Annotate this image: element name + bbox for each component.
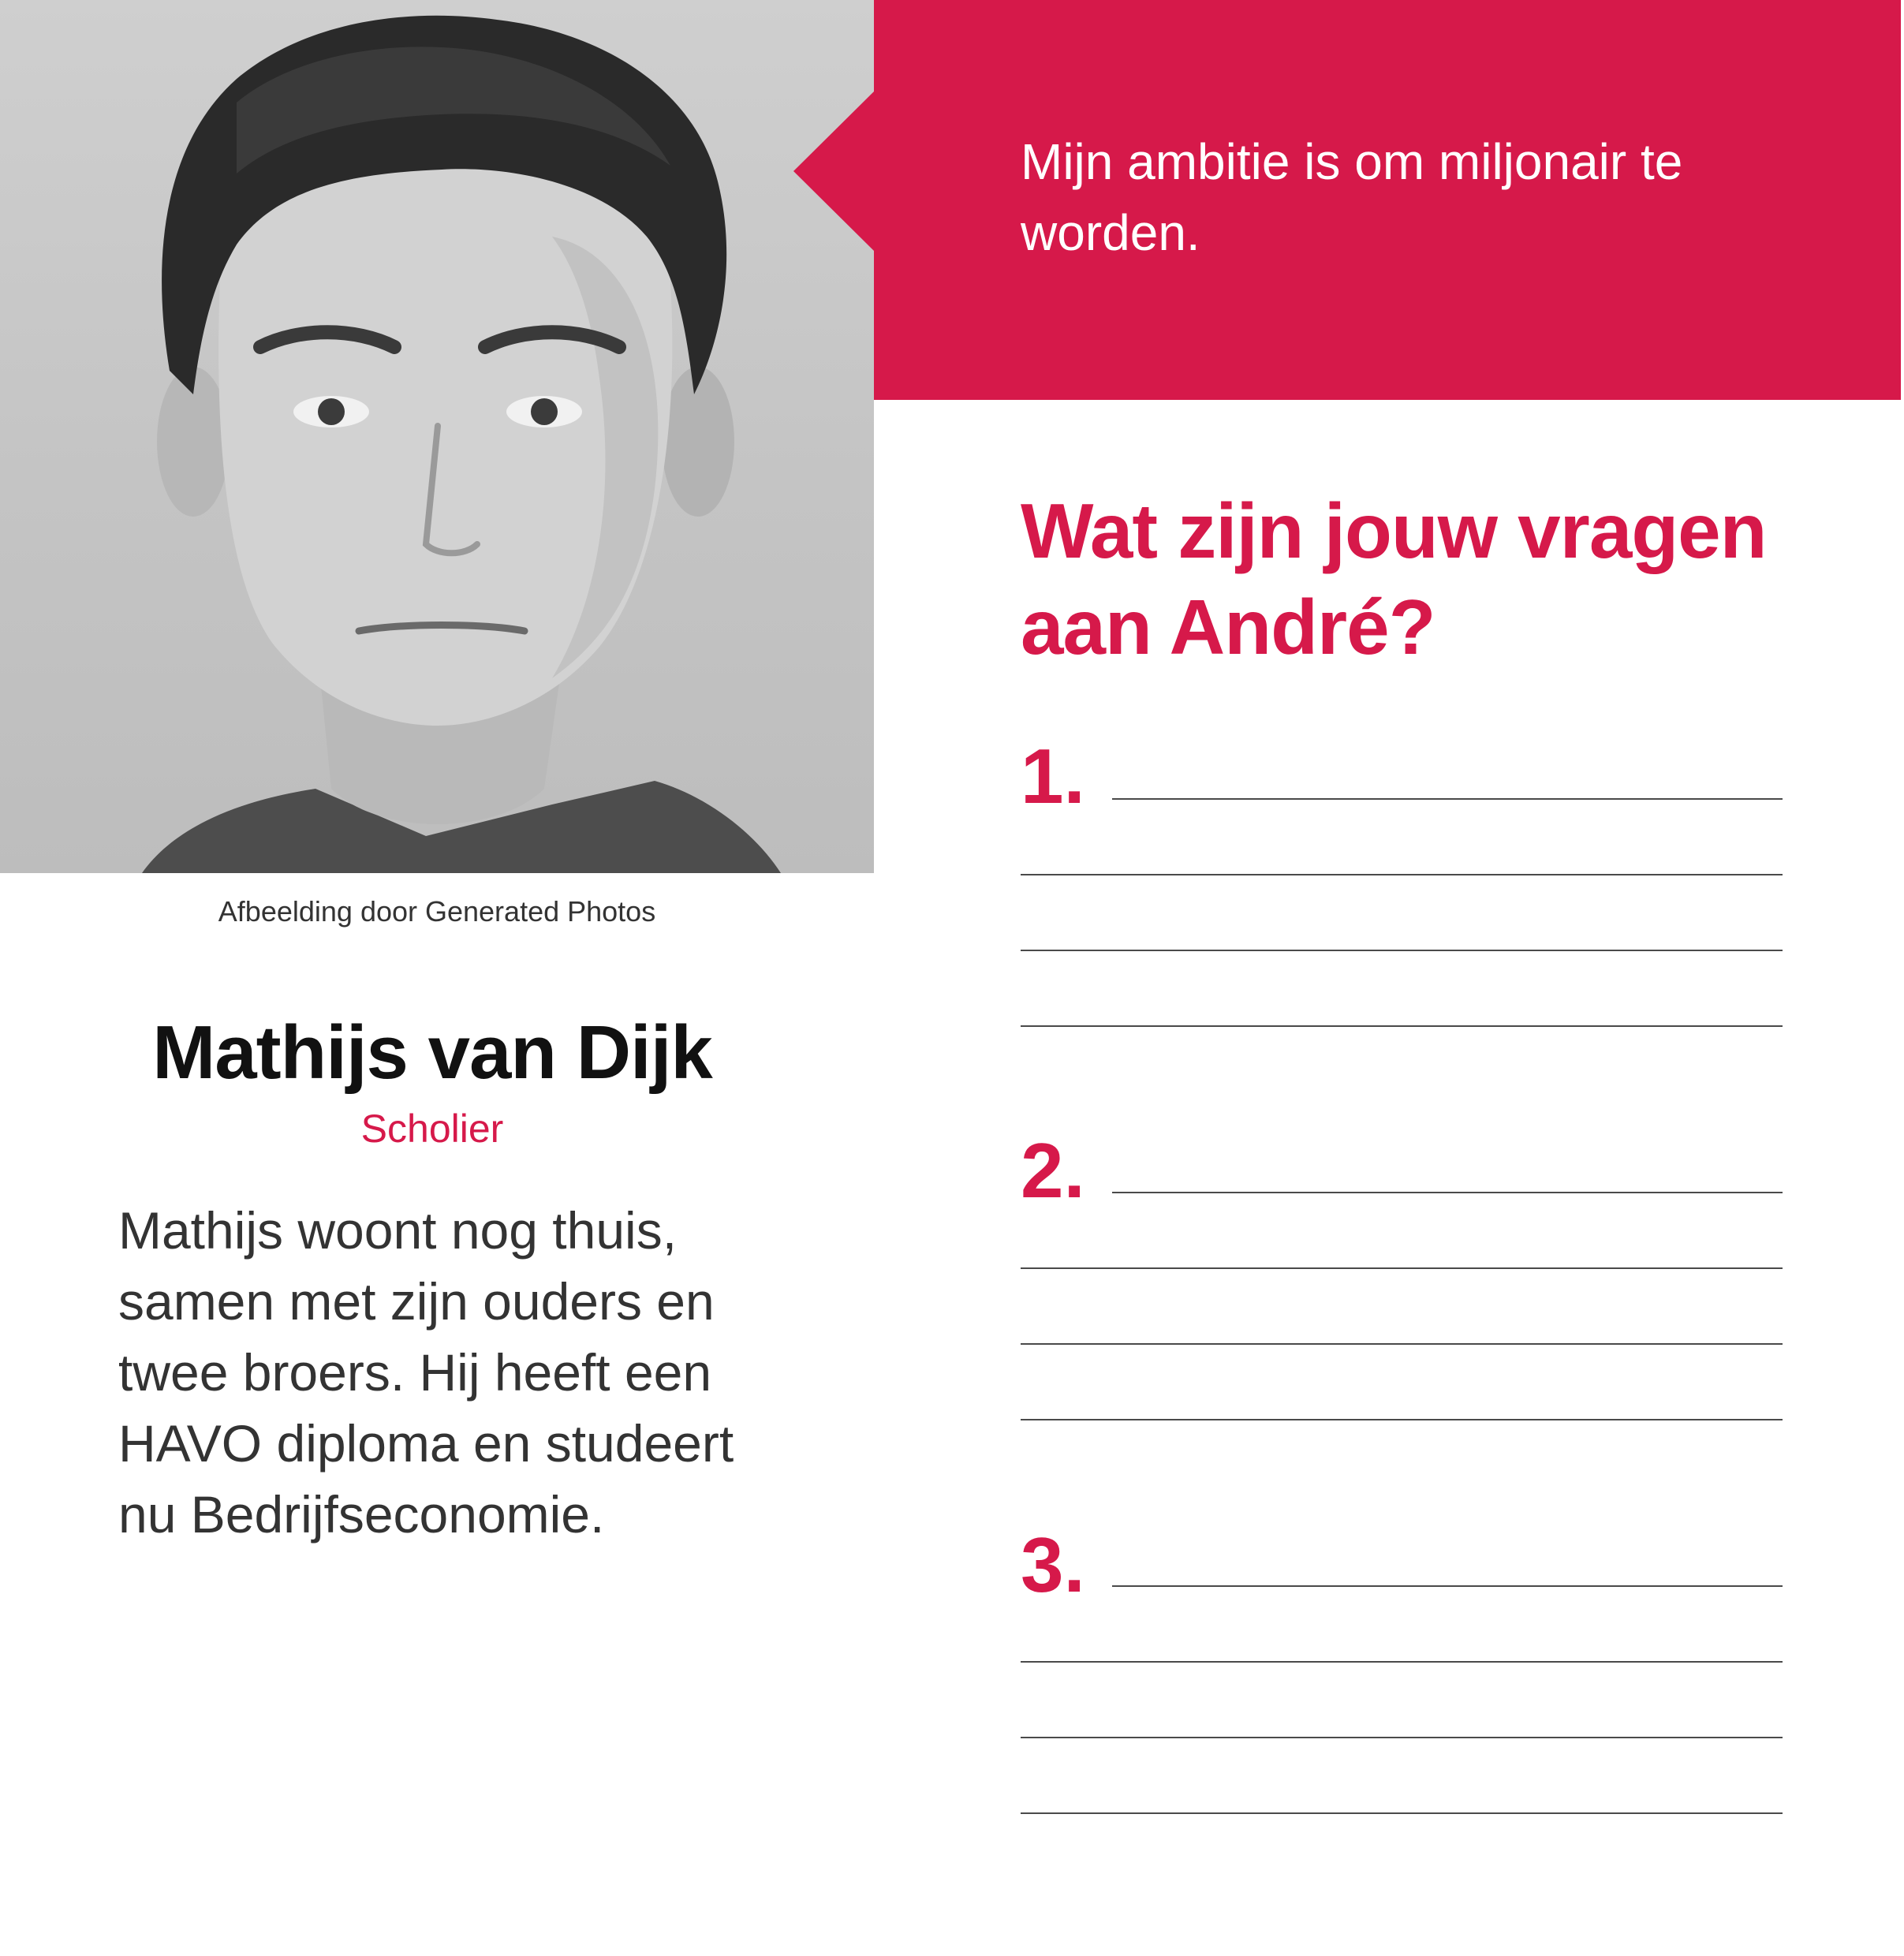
portrait-illustration	[0, 0, 874, 873]
answer-line[interactable]	[1021, 1737, 1783, 1738]
answer-line[interactable]	[1021, 1267, 1783, 1269]
portrait-photo	[0, 0, 874, 873]
answer-line[interactable]	[1021, 950, 1783, 951]
answer-line[interactable]	[1021, 1812, 1783, 1814]
answer-line[interactable]	[1021, 1661, 1783, 1663]
answer-line[interactable]	[1112, 798, 1783, 800]
answer-line[interactable]	[1021, 1343, 1783, 1345]
question-number-3: 3.	[1021, 1521, 1085, 1608]
questions-heading: Wat zijn jouw vragen aan André?	[1021, 487, 1767, 670]
answer-line[interactable]	[1112, 1192, 1783, 1193]
question-number-1: 1.	[1021, 733, 1085, 819]
quote-text: Mijn ambitie is om miljonair te worden.	[1021, 133, 1683, 261]
answer-line[interactable]	[1021, 874, 1783, 875]
photo-credit: Afbeelding door Generated Photos	[218, 895, 656, 928]
answer-line[interactable]	[1021, 1419, 1783, 1420]
quote-pointer	[793, 91, 875, 252]
answer-line[interactable]	[1112, 1585, 1783, 1587]
question-number-2: 2.	[1021, 1127, 1085, 1214]
person-name: Mathijs van Dijk	[152, 1010, 712, 1095]
answer-line[interactable]	[1021, 1025, 1783, 1027]
person-role: Scholier	[360, 1107, 504, 1151]
person-bio: Mathijs woont nog thuis, samen met zijn ouders en twee broers. Hij heeft een HAVO diploma en studeert nu Bedrijfseconomie.	[118, 1201, 734, 1544]
